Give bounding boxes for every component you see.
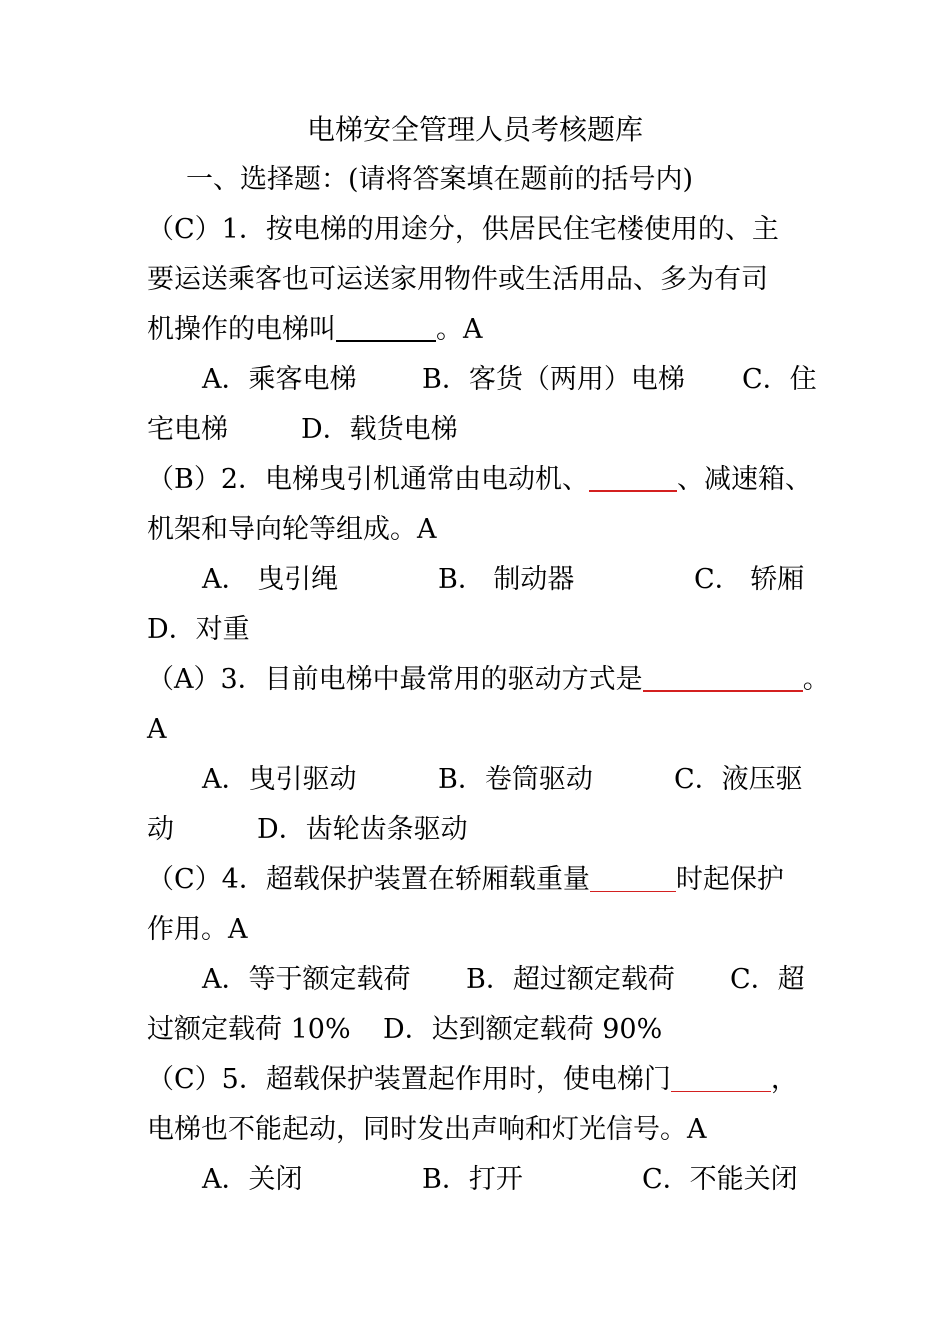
q3-line-2: A <box>147 714 167 745</box>
q2-options <box>202 562 804 598</box>
q3-stem-text: （A）3．目前电梯中最常用的驱动方式是 <box>147 664 643 695</box>
q3-option-b: B．卷筒驱动 <box>438 764 593 795</box>
q4-options <box>202 962 805 998</box>
q5-option-a: A．关闭 <box>202 1164 303 1195</box>
q2-line-2: 机架和导向轮等组成。A <box>147 514 437 545</box>
q5-line-1 <box>147 1062 798 1098</box>
answer-blank <box>336 312 436 342</box>
q5-options <box>202 1162 798 1198</box>
q1-options-cont <box>147 412 458 448</box>
answer-blank <box>643 662 803 692</box>
answer-blank <box>589 462 677 492</box>
q4-stem-tail: 时起保护 <box>675 864 784 895</box>
q1-line-3 <box>147 312 483 348</box>
q3-option-c-cont: 动 <box>147 814 174 845</box>
q3-option-d: D．齿轮齿条驱动 <box>257 814 468 845</box>
q5-option-b: B．打开 <box>422 1164 523 1195</box>
q4-stem-text: （C）4．超载保护装置在轿厢载重量 <box>147 864 590 895</box>
answer-blank <box>671 1063 771 1092</box>
q1-option-c: C．住 <box>742 364 817 395</box>
q5-option-c: C．不能关闭 <box>642 1164 798 1195</box>
document-title: 电梯安全管理人员考核题库 <box>306 113 643 146</box>
q1-line-2: 要运送乘客也可运送家用物件或生活用品、多为有司 <box>147 264 768 295</box>
q3-options <box>202 762 803 798</box>
q3-stem-tail: 。 <box>802 664 830 695</box>
q2-stem-tail: 、减速箱、 <box>677 464 813 495</box>
q4-option-d: D．达到额定载荷 90% <box>383 1014 663 1045</box>
q5-stem-tail: ， <box>770 1064 798 1095</box>
q4-option-b: B．超过额定载荷 <box>466 964 675 995</box>
q4-line-2: 作用。A <box>147 914 248 945</box>
q4-option-a: A．等于额定载荷 <box>202 964 411 995</box>
section-heading: 一、选择题：(请将答案填在题前的括号内) <box>186 164 694 195</box>
q1-line-1: （C）1．按电梯的用途分，供居民住宅楼使用的、主 <box>147 214 779 245</box>
q1-stem-tail: 。A <box>436 314 483 345</box>
q3-option-c: C．液压驱 <box>674 764 803 795</box>
q5-line-2: 电梯也不能起动，同时发出声响和灯光信号。A <box>147 1114 707 1145</box>
q5-stem-text: （C）5．超载保护装置起作用时，使电梯门 <box>147 1064 671 1095</box>
q4-option-c-cont: 过额定载荷 10% <box>147 1014 351 1045</box>
q2-option-c: C． 轿厢 <box>694 564 805 595</box>
q1-option-d: D．载货电梯 <box>301 414 458 445</box>
q1-options <box>202 362 817 398</box>
q4-line-1 <box>147 862 784 898</box>
q3-option-a: A．曳引驱动 <box>202 764 357 795</box>
q1-option-a: A．乘客电梯 <box>202 364 357 395</box>
q3-options-cont <box>147 812 468 848</box>
q4-option-c: C．超 <box>730 964 805 995</box>
q2-line-1 <box>147 462 812 498</box>
q1-stem-text: 机操作的电梯叫 <box>147 314 336 345</box>
q4-options-cont <box>147 1012 662 1048</box>
answer-blank <box>590 863 676 892</box>
q2-option-a: A． 曳引绳 <box>202 564 339 595</box>
q2-option-d: D．对重 <box>147 614 250 645</box>
q1-option-b: B．客货（两用）电梯 <box>422 364 685 395</box>
q2-stem-text: （B）2．电梯曳引机通常由电动机、 <box>147 464 590 495</box>
q1-option-c-cont: 宅电梯 <box>147 414 228 445</box>
q3-line-1 <box>147 662 830 698</box>
q2-option-b: B． 制动器 <box>438 564 575 595</box>
